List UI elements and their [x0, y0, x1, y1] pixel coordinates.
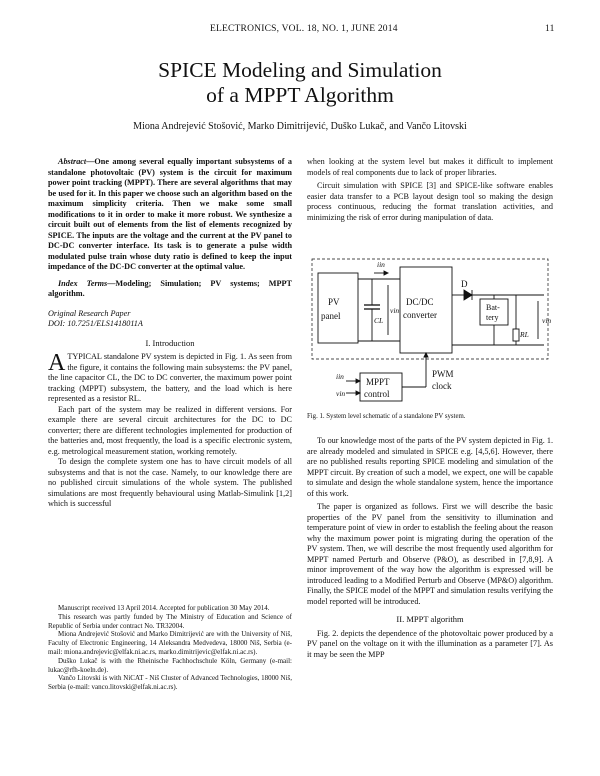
pwm-label-2: clock	[432, 381, 452, 391]
right-column-top	[307, 157, 553, 223]
mppt-label-1: MPPT	[366, 377, 390, 387]
authors: Miona Andrejević Stošović, Marko Dimitrijević, Duško Lukač, and Vančo Litovski	[133, 121, 467, 132]
index-terms-label: Index Terms	[58, 278, 108, 288]
pv-label-1: PV	[328, 297, 340, 307]
paper-type: Original Research Paper	[48, 308, 131, 318]
right-p5: Fig. 2. depicts the dependence of the photovoltaic power produced by a PV panel on the voltage on it with the illumination as a parameter [7]. As it may be seen the MPP	[307, 628, 553, 659]
intro-p3: To design the complete system one has to have circuit models of all subsystems and that is not the case. Namely, to our knowledge there are no published circuit simulations of the whole system. The published simulations are most frequently behavioural using Matlab-Simulink [1,2] which is successful	[48, 457, 292, 508]
footnote-funding: This research was partly funded by The Ministry of Education and Science of Republic of Serbia under contract No. TR32004.	[48, 612, 292, 630]
right-p1: when looking at the system level but makes it difficult to implement models of real components due to lack of proper libraries.	[307, 157, 553, 177]
vout-label: vin	[542, 316, 552, 325]
dropcap: A	[48, 350, 66, 376]
index-terms-text: —Modeling; Simulation; PV systems; MPPT algorithm.	[48, 278, 292, 298]
journal-header: ELECTRONICS, VOL. 18, NO. 1, JUNE 2014	[210, 24, 398, 34]
load-label: RL	[520, 330, 529, 339]
vin-label-cap: vin	[390, 306, 400, 315]
footnote-affiliation-1: Miona Andrejević Stošović and Marko Dimitrijević are with the University of Niš, Faculty of Electronic Engineering, 14 Aleksandra Medvedeva, 18000 Niš, Serbia (e-mail: miona.andrejevic@elfak.ni.ac.rs, marko.dimitrijevic@elfak.ni.ac.rs).	[48, 630, 292, 656]
dcdc-label-2: converter	[403, 310, 437, 320]
right-p2: Circuit simulation with SPICE [3] and SPICE-like software enables easier data transfer to a PCB layout design tool so making the design process continuous, reducing the format translation activities, and minimizing the risk of error during manipulation of data.	[307, 181, 553, 222]
doi: DOI: 10.7251/ELS1418011A	[48, 319, 143, 328]
pwm-label-1: PWM	[432, 369, 454, 379]
intro-heading: I. Introduction	[145, 337, 195, 348]
cap-label: CL	[374, 316, 384, 325]
mppt-heading: II. MPPT algorithm	[396, 614, 464, 624]
iin-label-top: iin	[377, 260, 385, 269]
abstract-text: —One among several equally important subsystems of a standalone photovoltaic (PV) system is the circuit for maximum power point tracking (MPPT). There are several algorithms that may be used for it. In this paper we choose such an algorithm based on the maximum simplicity criteria. Then we make some small modifications to it in order to make it more robust. We synthesize a circuit built out of elements from the list of elements recognized by SPICE. The inputs are the voltage and the current at the PV panel to DC-DC converter interface. Its task is to generate a pulse width modulated pulse train whose duty ratio is defined to keep the input impedance of the DC-DC converter at the optimal value.	[48, 157, 292, 271]
diode-label: D	[461, 279, 468, 289]
footnotes	[48, 604, 292, 692]
intro-p1: ATYPICAL standalone PV system is depicted in Fig. 1. As seen from the figure, it contains the following main subsystems: the PV panel, the line capacitor CL, the DC to DC converter, the maximum power point tracking (MPPT) subsystem, the battery, and the load which is here represented as a resistor RL.	[48, 350, 292, 403]
footnote-received: Manuscript received 13 April 2014. Accepted for publication 30 May 2014.	[58, 604, 270, 612]
intro-p2: Each part of the system may be realized in different versions. For example there are several circuit architectures for the DC to DC converter; there are different technologies implemented for production of the batteries and, most frequently, the load is a specific electronic system, e.g. metrological measurement station, working remotely.	[48, 404, 292, 456]
battery-label-1: Bat-	[486, 303, 500, 312]
figure-1-schematic	[306, 245, 556, 413]
right-column-bottom	[307, 436, 553, 660]
pv-panel-box	[318, 273, 358, 343]
abstract	[48, 157, 292, 273]
right-p3: To our knowledge most of the parts of the PV system depicted in Fig. 1. are already modeled and simulated in SPICE e.g. [4,5,6]. However, there are no published results reporting SPICE modeling and simulation of the MPPT circuit. By creation of such a model, we expect, one will be capable to simulate and design the whole standalone system, hence the importance of this work.	[307, 436, 553, 498]
iin-label-mppt: iin	[336, 372, 344, 381]
figure-1-caption: Fig. 1. System level schematic of a standalone PV system.	[307, 413, 466, 420]
title-line-2: of a MPPT Algorithm	[206, 83, 394, 107]
left-column	[48, 157, 292, 510]
dcdc-label-1: DC/DC	[406, 297, 434, 307]
vin-label-mppt: vin	[336, 389, 346, 398]
page-number: 11	[545, 24, 555, 34]
battery-label-2: tery	[486, 313, 499, 322]
pv-label-2: panel	[321, 311, 341, 321]
footnote-affiliation-2: Duško Lukač is with the Rheinische Fachhochschule Köln, Germany (e-mail: lukac@rfh-koeln.de).	[48, 656, 292, 674]
title-line-1: SPICE Modeling and Simulation	[158, 58, 442, 82]
abstract-label: Abstract	[58, 157, 87, 166]
right-p4: The paper is organized as follows. First we will describe the basic properties of the PV panel from the sensitivity to illumination and temperature point of view in order to establish the feeling about the reason why the maximum power point is migrating during the operation of the PV system. Then, we will describe the most frequently used algorithm for MPPT named Perturb and Observe (P&O), as described in [7,8,9]. A minor improvement of the way how the algorithm is expressed will be introduced leading to a Modified Perturb and Observe (MP&O) algorithm. Finally, the SPICE model of the MPPT and simulation results verifying the model reported will be introduced.	[307, 502, 553, 606]
index-terms	[48, 279, 292, 300]
mppt-label-2: control	[364, 389, 390, 399]
footnote-affiliation-3: Vančo Litovski is with NiCAT - Niš Cluster of Advanced Technologies, 18000 Niš, Serbia (e-mail: vanco.litovski@elfak.ni.ac.rs).	[48, 674, 292, 692]
